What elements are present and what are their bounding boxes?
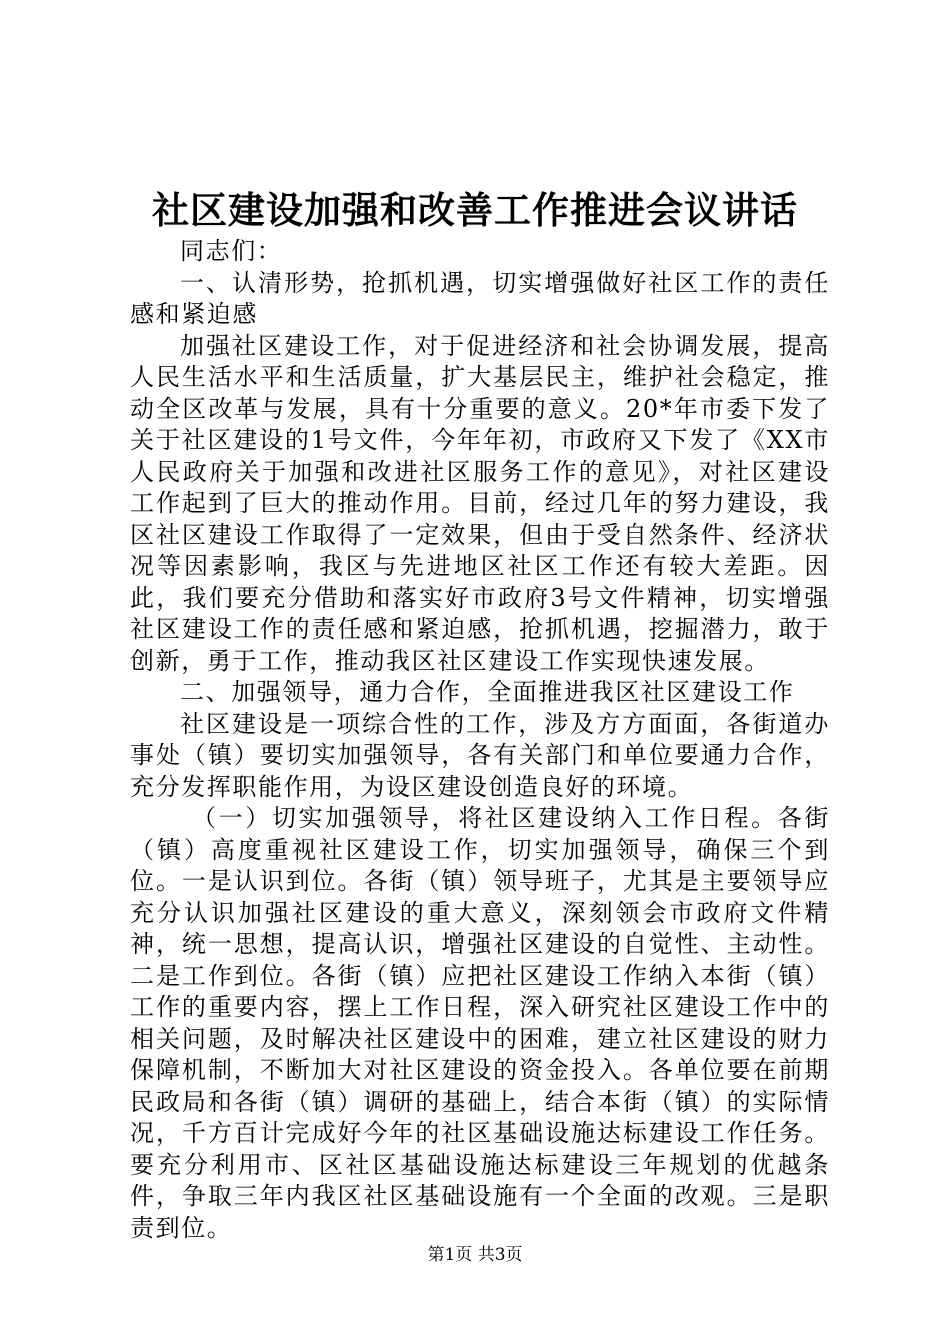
page-number-footer: 第1页 共3页 — [427, 1245, 523, 1265]
document-title: 社区建设加强和改善工作推进会议讲话 — [152, 188, 798, 232]
section-heading-2: 二、加强领导，通力合作，全面推进我区社区建设工作 — [180, 678, 795, 706]
sub-section-paragraph: （一）切实加强领导，将社区建设纳入工作日程。各街（镇）高度重视社区建设工作，切实加强领导，确保三个到位。一是认识到位。各街（镇）领导班子，尤其是主要领导应充分认识加强社区建设的重大意义，深刻领会市政府文件精神，统一思想，提高认识，增强社区建设的自觉性、主动性。二是工作到位。各街（镇）应把社区建设工作纳入本街（镇）工作的重要内容，摆上工作日程，深入研究社区建设工作中的相关问题，及时解决社区建设中的困难，建立社区建设的财力保障机制，不断加大对社区建设的资金投入。各单位要在前期民政局和各街（镇）调研的基础上，结合本街（镇）的实际情况，千方百计完成好今年的社区基础设施达标建设工作任务。要充分利用市、区社区基础设施达标建设三年规划的优越条件，争取三年内我区社区基础设施有一个全面的改观。三是职责到位。 — [130, 804, 830, 1242]
body-paragraph: 加强社区建设工作，对于促进经济和社会协调发展，提高人民生活水平和生活质量，扩大基层民主，维护社会稳定，推动全区改革与发展，具有十分重要的意义。20*年市委下发了关于社区建设的1号文件，今年年初，市政府又下发了《XX市人民政府关于加强和改进社区服务工作的意见》，对社区建设工作起到了巨大的推动作用。目前，经过几年的努力建设，我区社区建设工作取得了一定效果，但由于受自然条件、经济状况等因素影响，我区与先进地区社区工作还有较大差距。因此，我们要充分借助和落实好市政府3号文件精神，切实增强社区建设工作的责任感和紧迫感，抢抓机遇，挖掘潜力，敢于创新，勇于工作，推动我区社区建设工作实现快速发展。 — [130, 331, 830, 675]
body-paragraph: 社区建设是一项综合性的工作，涉及方方面面，各街道办事处（镇）要切实加强领导，各有关部门和单位要通力合作，充分发挥职能作用，为设区建设创造良好的环境。 — [130, 709, 830, 801]
document-body — [130, 236, 830, 1244]
section-heading-1: 一、认清形势，抢抓机遇，切实增强做好社区工作的责任感和紧迫感 — [130, 268, 830, 328]
salutation-paragraph: 同志们： — [180, 237, 283, 265]
